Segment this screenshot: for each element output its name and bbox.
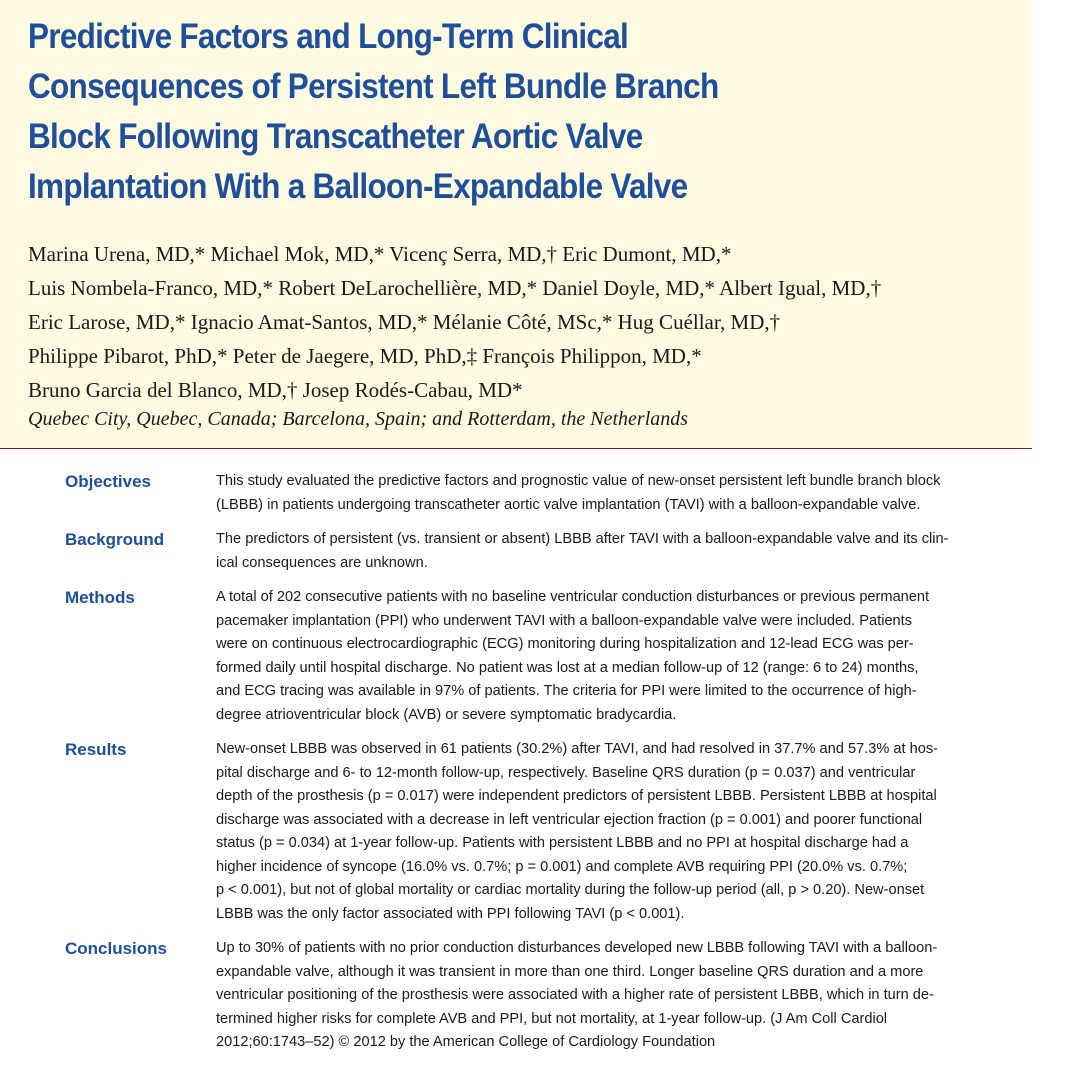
section-background <box>0 528 1066 575</box>
section-text <box>216 470 1036 517</box>
author-line: Luis Nombela-Franco, MD,* Robert DeLarochellière, MD,* Daniel Doyle, MD,* Albert Igual, MD,† <box>28 276 882 300</box>
author-line: Eric Larose, MD,* Ignacio Amat-Santos, MD,* Mélanie Côté, MSc,* Hug Cuéllar, MD,† <box>28 310 781 334</box>
title-header-band <box>0 0 1032 449</box>
text-line: and ECG tracing was available in 97% of patients. The criteria for PPI were limited to the occurrence of high- <box>216 683 917 699</box>
text-line: termined higher risks for complete AVB and PPI, but not mortality, at 1-year follow-up. (J Am Coll Cardiol <box>216 1010 888 1027</box>
text-line: ventricular positioning of the prosthesis were associated with a higher rate of persistent LBBB, which in turn de- <box>216 987 934 1003</box>
text-line: ical consequences are unknown. <box>216 554 428 571</box>
article-title <box>28 12 928 212</box>
title-line: Implantation With a Balloon-Expandable Valve <box>28 167 688 206</box>
text-line: (LBBB) in patients undergoing transcatheter aortic valve implantation (TAVI) with a balloon-expandable valve. <box>216 496 921 513</box>
text-line: The predictors of persistent (vs. transient or absent) LBBB after TAVI with a balloon-expandable valve and its clin- <box>216 531 949 547</box>
text-line: status (p = 0.034) at 1-year follow-up. Patients with persistent LBBB and no PPI at hospital discharge had a <box>216 835 909 851</box>
section-label: Background <box>65 530 165 549</box>
text-line: 2012;60:1743–52) © 2012 by the American College of Cardiology Foundation <box>216 1034 716 1050</box>
text-line: depth of the prosthesis (p = 0.017) were independent predictors of persistent LBBB. Persistent LBBB at hospital <box>216 788 937 804</box>
title-line: Consequences of Persistent Left Bundle Branch <box>28 67 719 106</box>
text-line: formed daily until hospital discharge. No patient was lost at a median follow-up of 12 (range: 6 to 24) months, <box>216 659 919 676</box>
text-line: New-onset LBBB was observed in 61 patients (30.2%) after TAVI, and had resolved in 37.7% and 57.3% at hos- <box>216 741 938 757</box>
text-line: p < 0.001), but not of global mortality or cardiac mortality during the follow-up period (all, p > 0.20). New-onset <box>216 882 925 898</box>
section-label: Methods <box>65 588 135 607</box>
structured-abstract <box>0 470 1066 1066</box>
text-line: expandable valve, although it was transient in more than one third. Longer baseline QRS duration and a more <box>216 963 924 980</box>
title-line: Predictive Factors and Long-Term Clinical <box>28 17 629 56</box>
section-methods <box>0 586 1066 727</box>
text-line: Up to 30% of patients with no prior conduction disturbances developed new LBBB following TAVI with a balloon- <box>216 940 938 956</box>
section-label: Results <box>65 740 127 759</box>
section-text <box>216 528 1036 575</box>
title-line: Block Following Transcatheter Aortic Valve <box>28 117 643 156</box>
section-text <box>216 738 1036 926</box>
section-objectives <box>0 470 1066 517</box>
section-label: Conclusions <box>65 939 168 958</box>
author-list <box>28 237 1028 407</box>
affiliation: Quebec City, Quebec, Canada; Barcelona, Spain; and Rotterdam, the Netherlands <box>28 408 689 430</box>
text-line: degree atrioventricular block (AVB) or severe symptomatic bradycardia. <box>216 706 677 723</box>
text-line: pital discharge and 6- to 12-month follow-up, respectively. Baseline QRS duration (p = 0.037) and ventricular <box>216 764 916 781</box>
author-line: Philippe Pibarot, PhD,* Peter de Jaegere, MD, PhD,‡ François Philippon, MD,* <box>28 344 702 368</box>
section-conclusions <box>0 937 1066 1055</box>
author-line: Bruno Garcia del Blanco, MD,† Josep Rodés-Cabau, MD* <box>28 378 523 402</box>
text-line: This study evaluated the predictive factors and prognostic value of new-onset persistent left bundle branch block <box>216 473 941 489</box>
text-line: were on continuous electrocardiographic (ECG) monitoring during hospitalization and 12-lead ECG was per- <box>216 636 914 652</box>
text-line: discharge was associated with a decrease in left ventricular ejection fraction (p = 0.001) and poorer functional <box>216 811 923 828</box>
author-line: Marina Urena, MD,* Michael Mok, MD,* Vicenç Serra, MD,† Eric Dumont, MD,* <box>28 242 732 266</box>
section-text <box>216 937 1036 1055</box>
section-text <box>216 586 1036 727</box>
text-line: higher incidence of syncope (16.0% vs. 0.7%; p = 0.001) and complete AVB requiring PPI (20.0% vs. 0.7%; <box>216 858 908 875</box>
text-line: LBBB was the only factor associated with PPI following TAVI (p < 0.001). <box>216 905 685 922</box>
text-line: pacemaker implantation (PPI) who underwent TAVI with a balloon-expandable valve were included. Patients <box>216 612 913 629</box>
section-label: Objectives <box>65 472 151 491</box>
section-results <box>0 738 1066 926</box>
text-line: A total of 202 consecutive patients with no baseline ventricular conduction disturbances or previous permanent <box>216 589 930 605</box>
